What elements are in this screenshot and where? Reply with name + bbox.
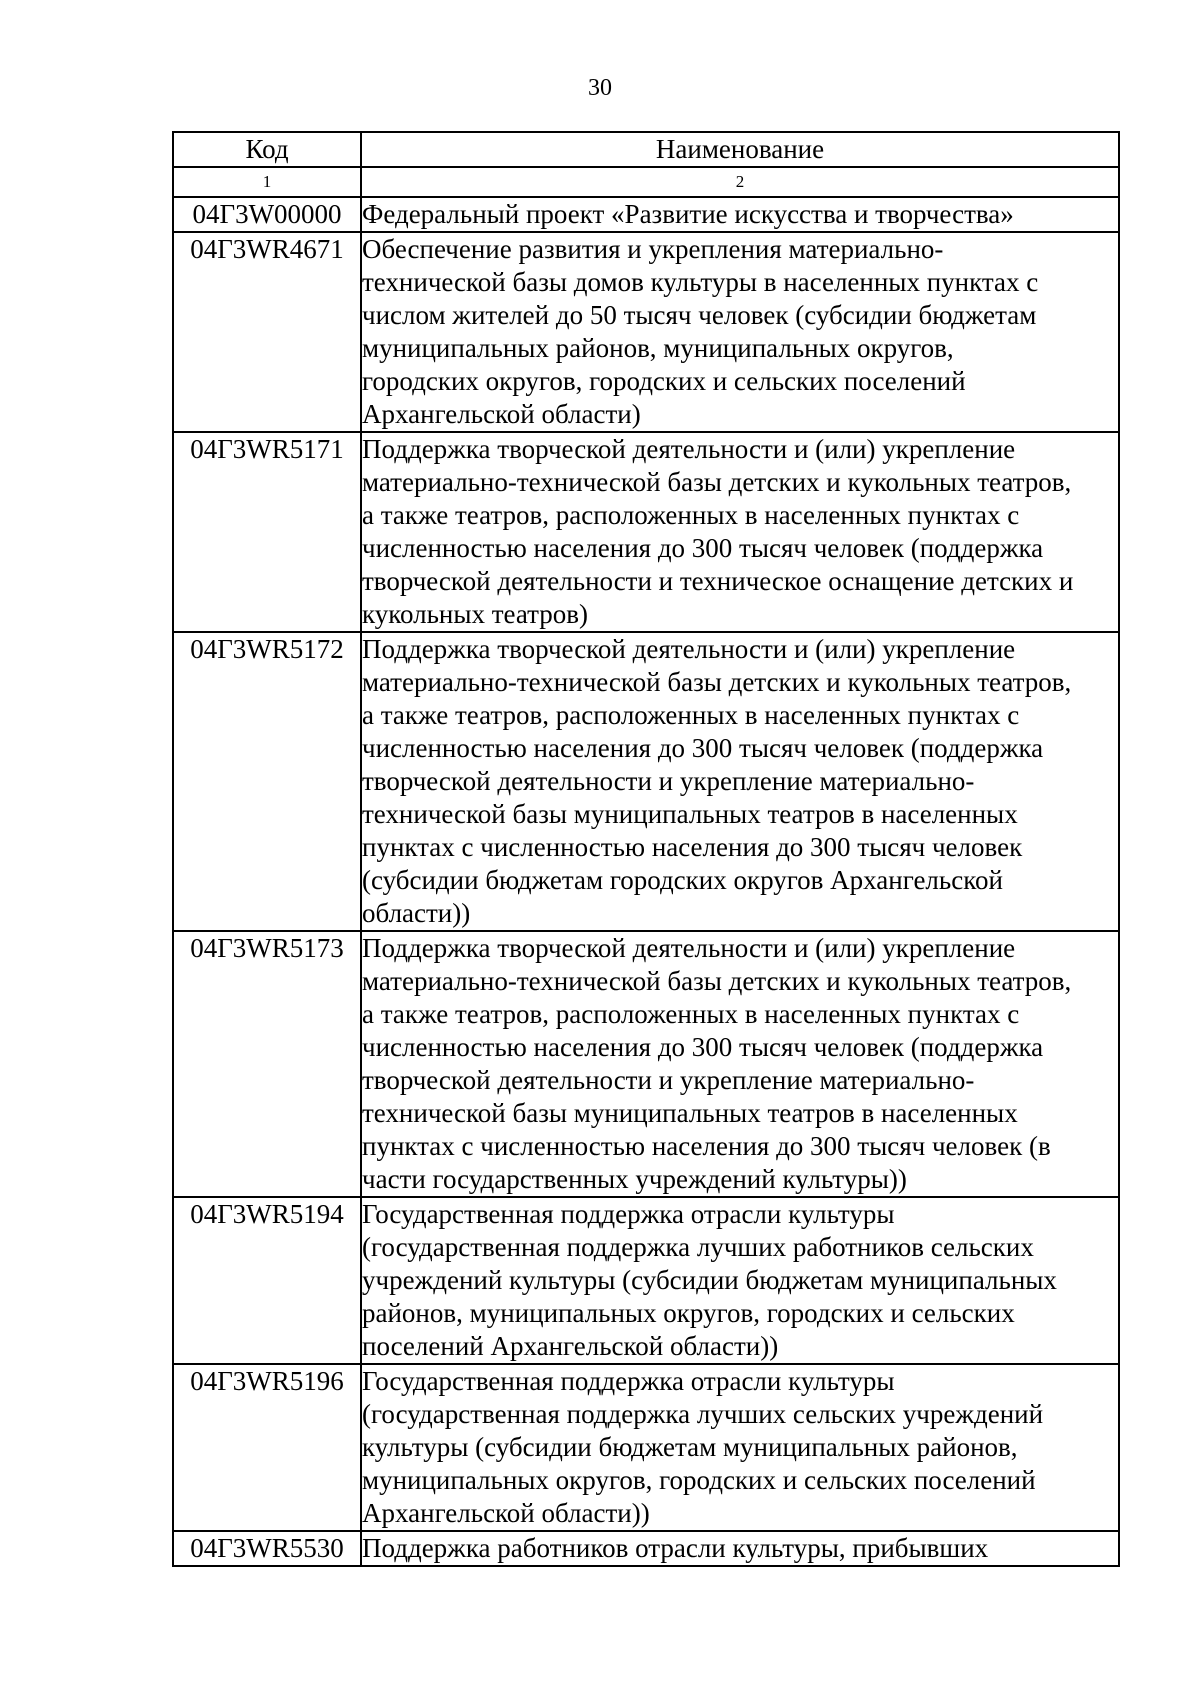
row-name — [361, 1197, 1119, 1364]
table-row — [173, 1531, 1119, 1566]
row-name-line: Государственная поддержка отрасли культуры — [362, 1366, 895, 1396]
row-name-line: технической базы муниципальных театров в населенных — [362, 1098, 1018, 1128]
row-name — [361, 632, 1119, 931]
row-name — [361, 232, 1119, 432]
row-name-line: муниципальных районов, муниципальных округов, — [362, 333, 954, 363]
row-name-line: части государственных учреждений культуры)) — [362, 1164, 907, 1194]
row-name — [361, 1531, 1119, 1566]
row-name-line: Поддержка творческой деятельности и (или) укрепление — [362, 634, 1016, 664]
row-code: 04Г3WR5530 — [173, 1531, 361, 1566]
table-row — [173, 232, 1119, 432]
row-name-line: городских округов, городских и сельских поселений — [362, 366, 966, 396]
row-name-line: Поддержка творческой деятельности и (или) укрепление — [362, 933, 1016, 963]
row-name-line: Государственная поддержка отрасли культуры — [362, 1199, 895, 1229]
row-name-line: а также театров, расположенных в населенных пунктах с — [362, 700, 1020, 730]
row-name-line: (государственная поддержка лучших работников сельских — [362, 1232, 1034, 1262]
row-code: 04Г3WR5196 — [173, 1364, 361, 1531]
row-name-line: а также театров, расположенных в населенных пунктах с — [362, 999, 1020, 1029]
row-code: 04Г3WR5172 — [173, 632, 361, 931]
row-name-line: (субсидии бюджетам городских округов Архангельской — [362, 865, 1003, 895]
row-name-line: технической базы муниципальных театров в населенных — [362, 799, 1018, 829]
row-name-line: Архангельской области)) — [362, 1498, 650, 1528]
column-number-code: 1 — [173, 167, 361, 197]
row-code: 04Г3WR4671 — [173, 232, 361, 432]
table-row — [173, 1197, 1119, 1364]
row-name-line: Поддержка работников отрасли культуры, прибывших — [362, 1533, 989, 1563]
row-code: 04Г3WR5171 — [173, 432, 361, 632]
column-number-name: 2 — [361, 167, 1119, 197]
row-name-line: материально-технической базы детских и кукольных театров, — [362, 467, 1072, 497]
row-name-line: Федеральный проект «Развитие искусства и творчества» — [362, 199, 1014, 229]
row-name-line: районов, муниципальных округов, городских и сельских — [362, 1298, 1015, 1328]
row-name-line: численностью населения до 300 тысяч человек (поддержка — [362, 533, 1044, 563]
row-name — [361, 197, 1119, 232]
row-name — [361, 1364, 1119, 1531]
table-row — [173, 931, 1119, 1197]
row-code: 04Г3WR5194 — [173, 1197, 361, 1364]
row-name-line: числом жителей до 50 тысяч человек (субсидии бюджетам — [362, 300, 1037, 330]
header-name: Наименование — [361, 132, 1119, 167]
row-name-line: технической базы домов культуры в населенных пунктах с — [362, 267, 1039, 297]
row-name-line: численностью населения до 300 тысяч человек (поддержка — [362, 1032, 1044, 1062]
row-name-line: кукольных театров) — [362, 599, 589, 629]
row-name-line: учреждений культуры (субсидии бюджетам муниципальных — [362, 1265, 1057, 1295]
table-body — [173, 197, 1119, 1566]
header-code: Код — [173, 132, 361, 167]
table-header-row — [173, 132, 1119, 167]
row-name-line: а также театров, расположенных в населенных пунктах с — [362, 500, 1020, 530]
page-number: 30 — [588, 75, 612, 101]
row-name-line: Архангельской области) — [362, 399, 641, 429]
table-row — [173, 432, 1119, 632]
row-name-line: материально-технической базы детских и кукольных театров, — [362, 667, 1072, 697]
row-name-line: творческой деятельности и укрепление материально- — [362, 766, 975, 796]
column-number-row — [173, 167, 1119, 197]
row-name-line: творческой деятельности и укрепление материально- — [362, 1065, 975, 1095]
row-code: 04Г3W00000 — [173, 197, 361, 232]
row-code: 04Г3WR5173 — [173, 931, 361, 1197]
table-row — [173, 1364, 1119, 1531]
row-name-line: творческой деятельности и техническое оснащение детских и — [362, 566, 1074, 596]
row-name-line: поселений Архангельской области)) — [362, 1331, 779, 1361]
budget-code-table — [172, 131, 1120, 1567]
row-name-line: материально-технической базы детских и кукольных театров, — [362, 966, 1072, 996]
row-name-line: численностью населения до 300 тысяч человек (поддержка — [362, 733, 1044, 763]
row-name — [361, 432, 1119, 632]
table-row — [173, 197, 1119, 232]
row-name — [361, 931, 1119, 1197]
row-name-line: пунктах с численностью населения до 300 тысяч человек — [362, 832, 1023, 862]
row-name-line: (государственная поддержка лучших сельских учреждений — [362, 1399, 1044, 1429]
row-name-line: области)) — [362, 898, 471, 928]
row-name-line: Обеспечение развития и укрепления материально- — [362, 234, 944, 264]
row-name-line: культуры (субсидии бюджетам муниципальных районов, — [362, 1432, 1018, 1462]
row-name-line: муниципальных округов, городских и сельских поселений — [362, 1465, 1036, 1495]
row-name-line: пунктах с численностью населения до 300 тысяч человек (в — [362, 1131, 1051, 1161]
row-name-line: Поддержка творческой деятельности и (или) укрепление — [362, 434, 1016, 464]
table-row — [173, 632, 1119, 931]
